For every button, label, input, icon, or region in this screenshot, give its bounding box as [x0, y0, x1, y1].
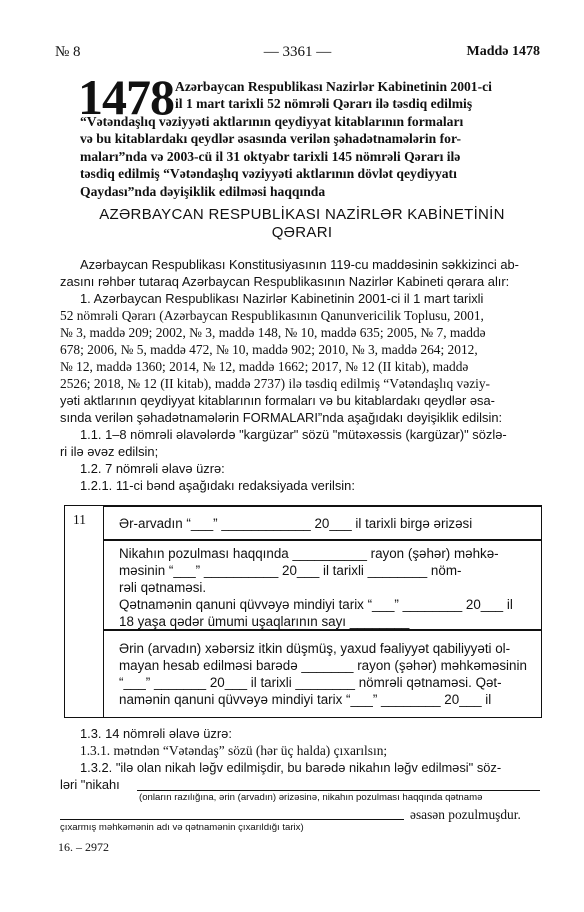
- body-line: 1.3.2. "ilə olan nikah ləğv edilmişdir, bu barədə nikahın ləğv edilməsi" söz-: [80, 760, 502, 775]
- title-line: Azərbaycan Respublikası Nazirlər Kabinetinin 2001-ci: [175, 79, 492, 94]
- body-line: yəti aktlarının qeydiyyat kitablarının formaları və bu kitablardakı qeydlər əsa-: [60, 393, 495, 408]
- title-line: il 1 mart tarixli 52 nömrəli Qərarı ilə təsdiq edilmiş: [175, 96, 473, 111]
- body-line: ri ilə əvəz edilsin;: [60, 444, 159, 459]
- table-row: [103, 630, 542, 718]
- body-line: 2526; 2018, № 12 (II kitab), maddə 2737) ilə təsdiq edilmiş “Vətəndaşlıq vəziy-: [60, 376, 491, 391]
- body-line: 1.1. 1–8 nömrəli əlavələrdə "kargüzar" sözü "mütəxəssis (kargüzar)" sözlə-: [80, 427, 507, 442]
- title-line: maları”nda və 2003-cü il 31 oktyabr tarixli 145 nömrəli Qərarı ilə: [80, 149, 461, 164]
- body-line: 678; 2006, № 5, maddə 472, № 10, maddə 902; 2010, № 3, maddə 264; 2012,: [60, 342, 478, 357]
- table-row-text: 18 yaşa qədər ümumi uşaqlarının sayı ________: [119, 614, 410, 629]
- issue-number: № 8: [55, 44, 81, 60]
- table-row-text: namənin qanuni qüvvəyə mindiyi tarix “___” ________ 20___ il: [119, 692, 492, 707]
- table-row: [103, 540, 542, 630]
- body-line: № 3, maddə 209; 2002, № 3, maddə 148, № 10, maddə 635; 2005, № 7, maddə: [60, 325, 486, 340]
- table-row-text: rəli qətnaməsi.: [119, 580, 207, 595]
- title-line: Qaydası”nda dəyişiklik edilməsi haqqında: [80, 184, 326, 199]
- table-row-text: Nikahın pozulması haqqında __________ rayon (şəhər) məhkə-: [119, 546, 499, 561]
- decision-heading: QƏRARI: [271, 224, 333, 241]
- table-row-text: “___” _______ 20___ il tarixli ________ nömrəli qətnaməsi. Qət-: [119, 675, 502, 690]
- page-header: [55, 44, 540, 64]
- decision-heading: AZƏRBAYCAN RESPUBLİKASI NAZİRLƏR KABİNETİNİN: [99, 206, 505, 223]
- table-row-text: mayan hesab edilməsi barədə _______ rayon (şəhər) məhkəməsinin: [119, 658, 527, 673]
- fill-line: [60, 819, 404, 820]
- page-number: — 3361 —: [263, 44, 332, 60]
- body-line: 1.3.1. mətndən “Vətəndaş” sözü (hər üç halda) çıxarılsın;: [80, 743, 388, 758]
- table-row-text: Qətnamənin qanuni qüvvəyə mindiyi tarix “___” ________ 20___ il: [119, 597, 513, 612]
- body-line: 1.2.1. 11-ci bənd aşağıdakı redaksiyada verilsin:: [80, 478, 355, 493]
- title-line: təsdiq edilmiş “Vətəndaşlıq vəziyyəti aktlarının dövlət qeydiyyatı: [80, 166, 457, 181]
- body-line: № 12, maddə 1360; 2014, № 12, maddə 1662; 2017, № 12 (II kitab), maddə: [60, 359, 469, 374]
- title-line: “Vətəndaşlıq vəziyyəti aktlarının qeydiyyat kitablarının formaları: [80, 114, 464, 129]
- table-row: [103, 506, 542, 540]
- body-line: Azərbaycan Respublikası Konstitusiyasının 119-cu maddəsinin səkkizinci ab-: [80, 257, 519, 272]
- fill-line: [137, 790, 540, 791]
- body-line: 1. Azərbaycan Respublikası Nazirlər Kabinetinin 2001-ci il 1 mart tarixli: [80, 291, 484, 306]
- body-line: 1.2. 7 nömrəli əlavə üzrə:: [80, 461, 225, 476]
- body-line: 1.3. 14 nömrəli əlavə üzrə:: [80, 726, 232, 741]
- footnote-text: (onların razılığına, ərin (arvadın) ərizəsinə, nikahın pozulması haqqında qətnamə: [139, 792, 483, 803]
- row-number: 11: [73, 512, 86, 527]
- body-line: ləri "nikahı: [60, 777, 120, 792]
- form-table: [64, 505, 542, 718]
- body-line: əsasən pozulmuşdur.: [410, 807, 521, 822]
- page-footer: 16. – 2972: [58, 840, 109, 854]
- body-line: zasını rəhbər tutaraq Azərbaycan Respublikasının Nazirlər Kabineti qərara alır:: [60, 274, 510, 289]
- body-line: 52 nömrəli Qərarı (Azərbaycan Respublikasının Qanunvericilik Toplusu, 2001,: [60, 308, 484, 323]
- table-row-text: Ərin (arvadın) xəbərsiz itkin düşmüş, yaxud fəaliyyət qabiliyyəti ol-: [119, 641, 511, 656]
- table-row-text: Ər-arvadın “___” ____________ 20___ il tarixli birgə ərizəsi: [119, 516, 473, 531]
- footnote-text: çıxarmış məhkəmənin adı və qətnamənin çıxarıldığı tarix): [60, 822, 304, 833]
- table-row-text: məsinin “___” __________ 20___ il tarixli ________ nöm-: [119, 563, 462, 578]
- title-line: və bu kitablardakı qeydlər əsasında verilən şəhadətnamələrin for-: [80, 131, 462, 146]
- article-label: Maddə 1478: [466, 44, 540, 59]
- article-number: 1478: [78, 69, 174, 125]
- body-line: sında verilən şəhadətnamələrin FORMALARI”nda aşağıdakı dəyişiklik edilsin:: [60, 410, 503, 425]
